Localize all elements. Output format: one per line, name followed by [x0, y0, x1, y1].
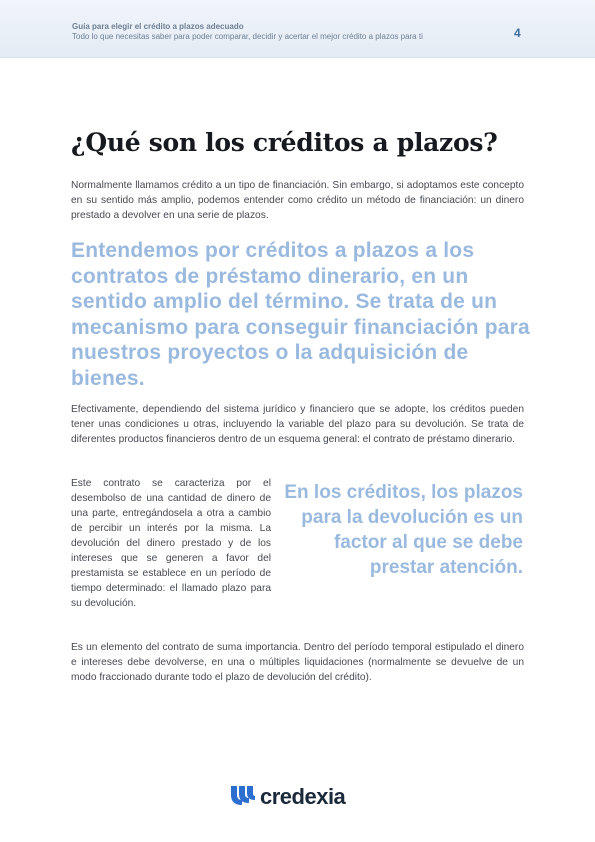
body-paragraph-2: Efectivamente, dependiendo del sistema jurídico y financiero que se adopte, los créditos pueden tener unas condiciones u otras, incluyendo la variable del plazo para su devolución. Se trata de diferentes productos financieros dentro de un esquema general: el contrato de préstamo dinerario. — [71, 404, 524, 445]
credexia-logo — [228, 783, 345, 811]
page-header — [0, 0, 595, 58]
page-number: 4 — [514, 26, 521, 40]
body-paragraph-3: Este contrato se caracteriza por el desembolso de una cantidad de dinero de una parte, entregándosela a otra a cambio de percibir un interés por la misma. La devolución del dinero prestado y de los intereses que se generen a favor del prestamista se establece en un período de tiempo determinado: el llamado plazo para su devolución. — [71, 478, 271, 609]
logo-wordmark: credexia — [260, 784, 346, 809]
intro-paragraph: Normalmente llamamos crédito a un tipo de financiación. Sin embargo, si adoptamos este concepto en su sentido más amplio, podemos entender como crédito un método de financiación: un dinero prestado a devolver en una serie de plazos. — [71, 180, 524, 221]
highlight-quote: Entendemos por créditos a plazos a los contratos de préstamo dinerario, en un sentido amplio del término. Se trata de un mecanismo para conseguir financiación para nuestros proyectos o la adquisición de bienes. — [71, 239, 530, 390]
credexia-logo-icon — [228, 783, 256, 812]
header-title: Guía para elegir el crédito a plazos adecuado — [72, 22, 244, 31]
body-paragraph-4: Es un elemento del contrato de suma importancia. Dentro del período temporal estipulado el dinero e intereses debe devolverse, en una o múltiples liquidaciones (normalmente se devuelve de un modo fraccionado durante todo el plazo de devolución del crédito). — [71, 642, 524, 683]
header-subtitle: Todo lo que necesitas saber para poder comparar, decidir y acertar el mejor crédito a plazos para ti — [72, 32, 423, 41]
side-quote: En los créditos, los plazos para la devolución es un factor al que se debe prestar atención. — [284, 482, 523, 578]
page-title: ¿Qué son los créditos a plazos? — [71, 127, 498, 157]
